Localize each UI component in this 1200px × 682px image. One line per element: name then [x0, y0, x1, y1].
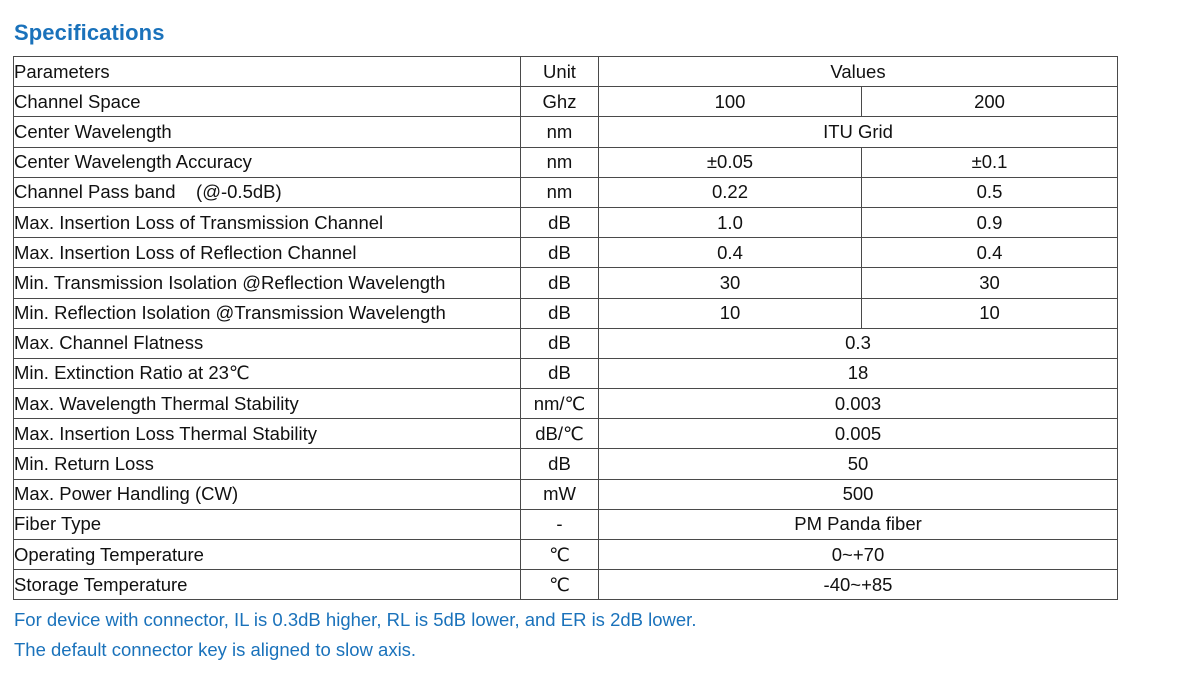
row-parameter: Storage Temperature	[14, 570, 521, 600]
row-value-100: 0.4	[599, 238, 862, 268]
row-parameter: Center Wavelength Accuracy	[14, 147, 521, 177]
row-value-100: 0.22	[599, 177, 862, 207]
row-parameter: Min. Transmission Isolation @Reflection Wavelength	[14, 268, 521, 298]
row-value: -40~+85	[599, 570, 1118, 600]
row-value-200: 0.9	[862, 207, 1118, 237]
table-row	[14, 479, 1118, 509]
table-row	[14, 268, 1118, 298]
row-parameter: Max. Insertion Loss of Transmission Channel	[14, 207, 521, 237]
connector-key-note: The default connector key is aligned to slow axis.	[14, 639, 417, 660]
specifications-table	[13, 56, 1118, 600]
header-parameters: Parameters	[14, 57, 521, 87]
table-row	[14, 449, 1118, 479]
row-parameter: Min. Return Loss	[14, 449, 521, 479]
row-value-100: 1.0	[599, 207, 862, 237]
row-value-100: 10	[599, 298, 862, 328]
row-unit: dB	[521, 268, 599, 298]
row-value-200: ±0.1	[862, 147, 1118, 177]
row-value: 500	[599, 479, 1118, 509]
row-unit: dB	[521, 298, 599, 328]
row-value-200: 30	[862, 268, 1118, 298]
row-value-200: 0.4	[862, 238, 1118, 268]
row-parameter: Max. Power Handling (CW)	[14, 479, 521, 509]
table-row	[14, 509, 1118, 539]
table-row	[14, 207, 1118, 237]
table-row	[14, 147, 1118, 177]
row-parameter: Fiber Type	[14, 509, 521, 539]
table-row	[14, 298, 1118, 328]
table-row	[14, 358, 1118, 388]
row-unit: Ghz	[521, 87, 599, 117]
header-values: Values	[599, 57, 1118, 87]
row-unit: dB	[521, 207, 599, 237]
section-title: Specifications	[14, 20, 165, 45]
row-parameter: Max. Insertion Loss Thermal Stability	[14, 419, 521, 449]
table-row	[14, 419, 1118, 449]
row-value: 0~+70	[599, 540, 1118, 570]
row-parameter: Channel Space	[14, 87, 521, 117]
row-value-100: 100	[599, 87, 862, 117]
row-value: 0.003	[599, 389, 1118, 419]
table-header-row	[14, 57, 1118, 87]
row-unit: dB	[521, 358, 599, 388]
row-value-200: 10	[862, 298, 1118, 328]
row-parameter: Max. Channel Flatness	[14, 328, 521, 358]
row-value: 0.3	[599, 328, 1118, 358]
row-unit: dB	[521, 449, 599, 479]
row-unit: -	[521, 509, 599, 539]
row-unit: nm	[521, 117, 599, 147]
row-value: 50	[599, 449, 1118, 479]
row-parameter: Min. Extinction Ratio at 23℃	[14, 358, 521, 388]
row-value-100: 30	[599, 268, 862, 298]
row-unit: dB	[521, 328, 599, 358]
row-value-200: 0.5	[862, 177, 1118, 207]
row-unit: mW	[521, 479, 599, 509]
row-parameter: Min. Reflection Isolation @Transmission Wavelength	[14, 298, 521, 328]
row-parameter: Channel Pass band (@-0.5dB)	[14, 177, 521, 207]
row-value-100: ±0.05	[599, 147, 862, 177]
table-row	[14, 177, 1118, 207]
row-unit: nm/℃	[521, 389, 599, 419]
row-unit: ℃	[521, 540, 599, 570]
header-unit: Unit	[521, 57, 599, 87]
table-row	[14, 570, 1118, 600]
table-row	[14, 87, 1118, 117]
row-parameter: Max. Wavelength Thermal Stability	[14, 389, 521, 419]
row-unit: ℃	[521, 570, 599, 600]
row-value-200: 200	[862, 87, 1118, 117]
row-unit: dB	[521, 238, 599, 268]
row-value: 0.005	[599, 419, 1118, 449]
row-parameter: Operating Temperature	[14, 540, 521, 570]
table-row	[14, 238, 1118, 268]
row-unit: nm	[521, 177, 599, 207]
row-value: ITU Grid	[599, 117, 1118, 147]
row-parameter: Max. Insertion Loss of Reflection Channel	[14, 238, 521, 268]
connector-loss-note: For device with connector, IL is 0.3dB higher, RL is 5dB lower, and ER is 2dB lower.	[14, 609, 697, 630]
table-row	[14, 117, 1118, 147]
row-value: PM Panda fiber	[599, 509, 1118, 539]
table-row	[14, 328, 1118, 358]
row-value: 18	[599, 358, 1118, 388]
table-row	[14, 540, 1118, 570]
table-row	[14, 389, 1118, 419]
row-parameter: Center Wavelength	[14, 117, 521, 147]
row-unit: dB/℃	[521, 419, 599, 449]
row-unit: nm	[521, 147, 599, 177]
